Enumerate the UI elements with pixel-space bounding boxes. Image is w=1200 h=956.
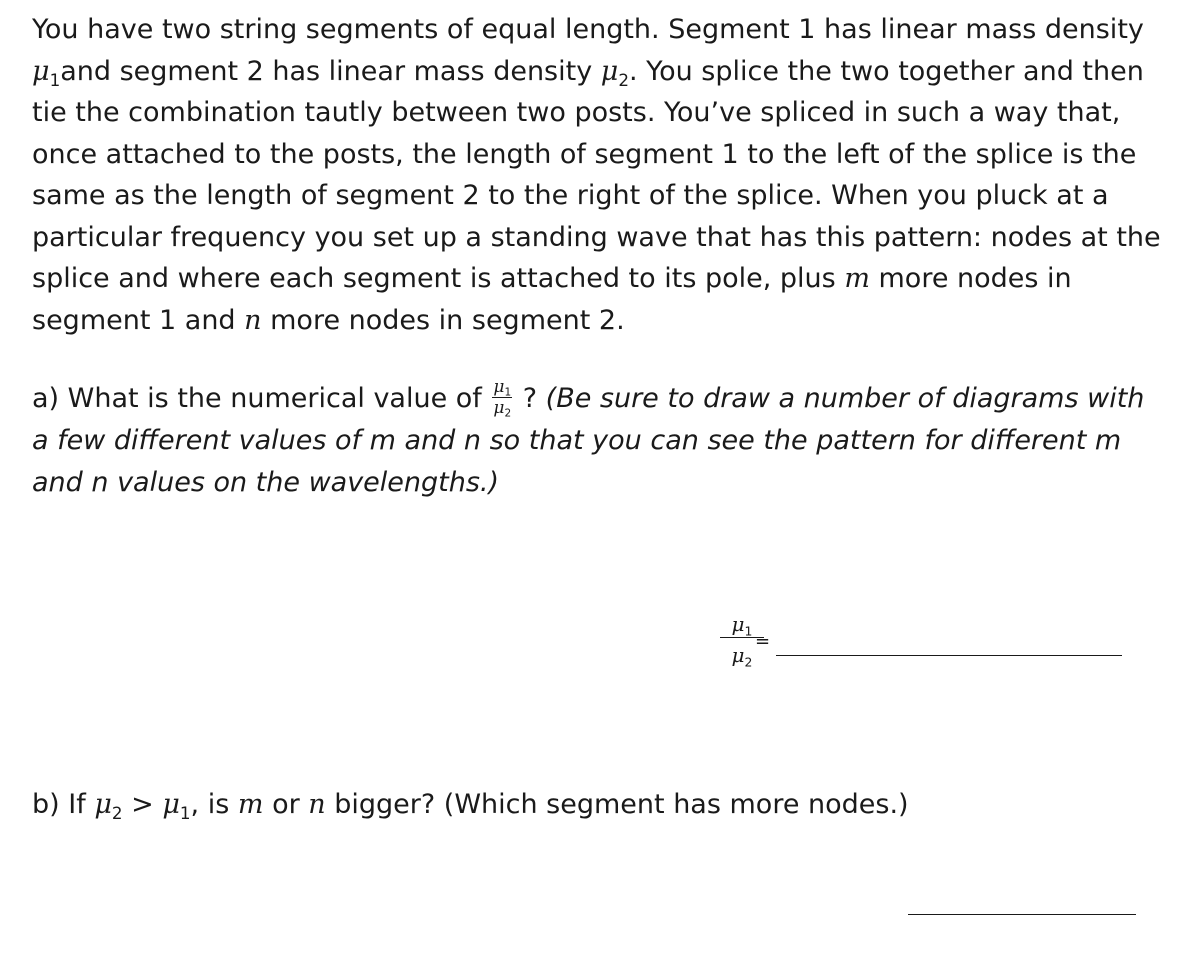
answer-a-blank[interactable] bbox=[776, 655, 1122, 656]
question-a-line-3: and n values on the wavelengths.) bbox=[32, 466, 500, 498]
problem-statement bbox=[32, 9, 1182, 341]
intro-line-6: particular frequency you set up a standing wave that has this pattern: nodes at the bbox=[32, 221, 1161, 253]
intro-line-3: tie the combination tautly between two posts. You’ve spliced in such a way that, bbox=[32, 97, 1121, 128]
mu-symbol: $\mu_1$ bbox=[32, 55, 61, 90]
intro-line-2: $\mu_1and$ segment 2 has linear mass density $\mu_2$. You splice the two together and then bbox=[32, 55, 1144, 90]
question-a-line-2: a few different values of m and n so that you can see the pattern for different m bbox=[32, 425, 1122, 456]
mu-symbol: $\mu_2$ bbox=[600, 55, 629, 90]
intro-line-1: You have two string segments of equal length. Segment 1 has linear mass density bbox=[32, 14, 1144, 45]
intro-line-8: segment 1 and n more nodes in segment 2. bbox=[32, 304, 625, 336]
intro-line-7: splice and where each segment is attached to its pole, plus m more nodes in bbox=[32, 263, 1072, 294]
equals-sign: = bbox=[755, 631, 771, 652]
question-a bbox=[32, 378, 1182, 503]
question-a-line-1: a) What is the numerical value of $\frac{\mu_1}{\mu_2}$ ? (Be sure to draw a number of diagrams with bbox=[32, 377, 1145, 420]
intro-line-4: once attached to the posts, the length of segment 1 to the left of the splice is the bbox=[32, 138, 1137, 170]
answer-a-fraction: $\frac{\mu_1}{\mu_2}$ bbox=[720, 611, 764, 668]
intro-line-5: same as the length of segment 2 to the right of the splice. When you pluck at a bbox=[32, 180, 1109, 211]
question-b-line: b) If $\mu_2 > \mu_1$, is m or n bigger? (Which segment has more nodes.) bbox=[32, 789, 909, 823]
question-b bbox=[32, 784, 1182, 826]
answer-b-blank[interactable] bbox=[908, 914, 1136, 915]
mu-ratio-fraction: $\frac{\mu_1}{\mu_2}$ bbox=[493, 377, 512, 420]
